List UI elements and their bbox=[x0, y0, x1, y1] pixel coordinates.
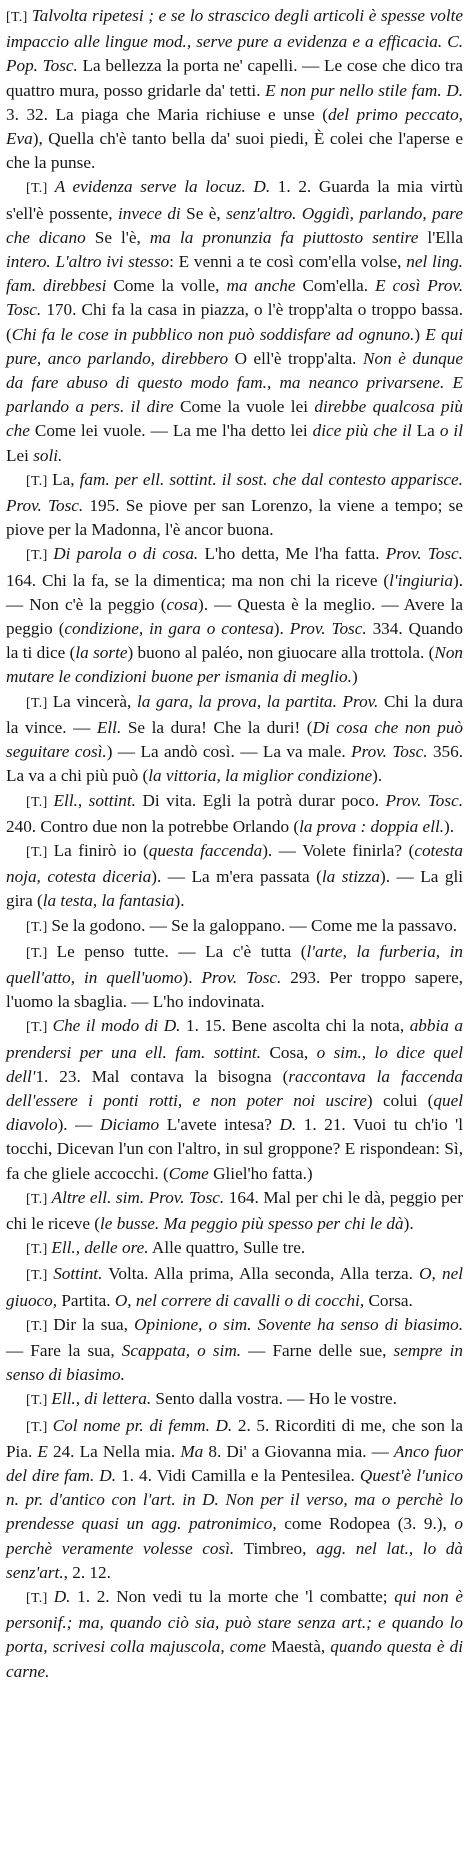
body-text: ). bbox=[444, 816, 455, 836]
entry-paragraph bbox=[6, 1313, 463, 1388]
italic-text: D. bbox=[53, 1587, 71, 1606]
body-text: Volta. Alla prima, Alla seconda, Alla terza. bbox=[102, 1264, 420, 1284]
italic-text: senz'altro. Oggidì, parlando, pare che dicano bbox=[6, 203, 463, 247]
body-text: — Farne delle sue, bbox=[241, 1340, 394, 1360]
italic-text: Col nome pr. di femm. D. bbox=[52, 1415, 233, 1435]
italic-text: nel ling. fam. direbbesi bbox=[6, 252, 463, 296]
italic-text: o il bbox=[439, 421, 463, 441]
body-text: ). bbox=[372, 766, 383, 786]
body-text: La bbox=[411, 421, 440, 441]
section-tag: [T.] bbox=[26, 1318, 54, 1334]
body-text: 24. La Nella mia. bbox=[47, 1441, 181, 1461]
body-text: ) bbox=[414, 324, 426, 344]
body-text: Timbreo, bbox=[234, 1538, 317, 1558]
italic-text: O, nel giuoco, bbox=[6, 1264, 463, 1310]
section-tag: [T.] bbox=[26, 695, 53, 711]
body-text: Maestà, bbox=[266, 1637, 331, 1657]
body-text: Dir la sua, bbox=[53, 1314, 135, 1334]
italic-text: Talvolta ripetesi ; e se lo strascico degli articoli è spesse volte impaccio alle lingue mod., serve pure a evidenza e a efficacia. C. Pop. Tosc. bbox=[6, 6, 463, 76]
body-text: Alle quattro, Sulle tre. bbox=[148, 1238, 306, 1258]
italic-text: Scappata, o sim. bbox=[121, 1340, 242, 1360]
body-text: 164. Chi la fa, se la dimentica; ma non chi la riceve ( bbox=[6, 570, 390, 590]
section-tag: [T.] bbox=[26, 181, 55, 197]
italic-text: Diciamo bbox=[99, 1115, 160, 1135]
italic-text: la prova : doppia ell. bbox=[299, 816, 445, 836]
entry-paragraph bbox=[6, 1014, 463, 1185]
italic-text: o perchè veramente volesse così. bbox=[6, 1514, 464, 1558]
body-text: ) buono al paléo, non giuocare alla trottola. ( bbox=[127, 643, 435, 663]
italic-text: E non pur nello stile fam. D. bbox=[265, 80, 463, 100]
entry-paragraph bbox=[6, 468, 463, 543]
body-text: Corsa. bbox=[364, 1290, 413, 1310]
body-text: Come lei vuole. — La me l'ha detto lei bbox=[29, 421, 313, 441]
dictionary-page bbox=[6, 4, 463, 1684]
italic-text: Di cosa che non può seguitare così. bbox=[6, 717, 464, 762]
body-text: 2. 5. Ricorditi di me, che son la Pia. bbox=[6, 1415, 463, 1461]
italic-text: del primo peccato, Eva bbox=[6, 104, 463, 149]
section-tag: [T.] bbox=[6, 10, 32, 25]
section-tag: [T.] bbox=[26, 794, 54, 810]
italic-text: Di parola o di cosa. bbox=[53, 544, 199, 564]
section-tag: [T.] bbox=[26, 1020, 53, 1036]
italic-text: direbbe qualcosa più che bbox=[6, 397, 464, 441]
body-text: 240. Contro due non la potrebbe Orlando ( bbox=[6, 816, 300, 836]
italic-text: questa faccenda bbox=[148, 840, 263, 860]
body-text: Se la godono. — Se la galoppano. — Come me la passavo. bbox=[51, 915, 458, 935]
section-tag: [T.] bbox=[26, 1591, 54, 1606]
entry-paragraph bbox=[6, 839, 463, 914]
entry-paragraph bbox=[6, 1186, 463, 1236]
italic-text: l'ingiuria bbox=[389, 570, 453, 590]
italic-text: intero. L'altro ivi stesso bbox=[6, 252, 170, 272]
body-text: Di vita. Egli la potrà durar poco. bbox=[135, 790, 386, 810]
italic-text: invece di bbox=[118, 203, 181, 223]
italic-text: Ell. bbox=[96, 717, 122, 737]
body-text: Gliel'ho fatta.) bbox=[208, 1163, 313, 1183]
body-text: 356. La va a chi più può ( bbox=[6, 742, 464, 786]
entry-paragraph bbox=[6, 1387, 463, 1413]
italic-text: cosa bbox=[166, 594, 198, 614]
italic-text: Come bbox=[168, 1163, 209, 1183]
italic-text: Ell., sottint. bbox=[53, 790, 136, 810]
italic-text: Prov. Tosc. bbox=[385, 790, 464, 810]
body-text: L'avete intesa? bbox=[159, 1115, 280, 1135]
body-text: ). — bbox=[57, 1115, 100, 1135]
italic-text: Che il modo di D. bbox=[52, 1016, 181, 1036]
section-tag: [T.] bbox=[26, 548, 54, 564]
italic-text: Chi fa le cose in pubblico non può soddisfare ad ognuno. bbox=[11, 324, 415, 344]
italic-text: Prov. Tosc. bbox=[385, 544, 463, 564]
body-text: Se l'è, bbox=[85, 227, 150, 247]
italic-text: Non è dunque da fare abuso di questo modo fam., ma neanco privarsene. E parlando a pers. il dire bbox=[6, 348, 463, 417]
italic-text: Anco fuor del dire fam. D. bbox=[6, 1441, 463, 1485]
italic-text: abbia a prendersi per una ell. fam. sottint. bbox=[6, 1016, 464, 1062]
italic-text: o sim., lo dice quel dell' bbox=[6, 1042, 464, 1086]
body-text: Le penso tutte. — La c'è tutta ( bbox=[56, 941, 307, 961]
italic-text: Non mutare le condizioni buone per ismania di meglio. bbox=[6, 643, 464, 687]
italic-text: D. bbox=[279, 1115, 297, 1135]
body-text: Come la volle, bbox=[106, 276, 227, 296]
body-text: 8. Di' a Giovanna mia. — bbox=[203, 1441, 394, 1461]
body-text: ). bbox=[174, 891, 185, 911]
italic-text: Quest'è l'unico n. pr. d'antico con l'art. in D. Non per il verso, ma o perchè lo prendesse quasi un agg. patronimico, bbox=[6, 1465, 464, 1534]
italic-text: sempre in senso di biasimo. bbox=[6, 1340, 463, 1385]
body-text: l'Ella bbox=[418, 227, 463, 247]
entry-paragraph bbox=[6, 4, 463, 175]
body-text: ). — Questa è la meglio. — Avere la peggio ( bbox=[6, 594, 463, 639]
italic-text: Prov. Tosc. bbox=[201, 967, 282, 987]
body-text: ). — La gli gira ( bbox=[6, 867, 463, 911]
body-text: — Fare la sua, bbox=[6, 1340, 122, 1360]
italic-text: condizione, in gara o contesa bbox=[64, 619, 274, 639]
body-text: 164. Mal per chi le dà, peggio per chi le riceve ( bbox=[6, 1187, 464, 1233]
italic-text: la sorte bbox=[75, 643, 128, 663]
body-text: ) — La andò così. — La va male. bbox=[106, 742, 352, 762]
body-text: L'ho detta, Me l'ha fatta. bbox=[198, 544, 386, 564]
italic-text: A evidenza serve la locuz. D. bbox=[54, 177, 271, 197]
italic-text: soli. bbox=[33, 445, 63, 465]
italic-text: Prov. Tosc. bbox=[351, 742, 428, 762]
italic-text: Opinione, o sim. Sovente ha senso di biasimo. bbox=[134, 1314, 464, 1334]
section-tag: [T.] bbox=[26, 919, 52, 935]
italic-text: E così Prov. Tosc. bbox=[6, 276, 463, 320]
body-text: : E venni a te così com'ella volse, bbox=[169, 252, 407, 272]
italic-text: Altre ell. sim. Prov. Tosc. bbox=[51, 1187, 225, 1207]
body-text: 1. 4. Vidi Camilla e la Pentesilea. bbox=[116, 1465, 360, 1485]
italic-text: quando questa è di carne. bbox=[6, 1637, 463, 1681]
body-text: Se è, bbox=[180, 203, 227, 223]
body-text: Chi la dura la vince. — bbox=[6, 691, 464, 737]
body-text: ), Quella ch'è tanto bella da' suoi piedi, È colei che l'aperse e che la punse. bbox=[6, 129, 463, 173]
italic-text: E bbox=[37, 1441, 48, 1461]
body-text: 170. Chi fa la casa in piazza, o l'è tropp'alta o troppo bassa. ( bbox=[6, 300, 463, 344]
entry-paragraph bbox=[6, 940, 463, 1015]
body-text: ). — Volete finirla? ( bbox=[262, 840, 415, 860]
body-text: ). bbox=[182, 967, 202, 987]
body-text: Cosa, bbox=[261, 1042, 317, 1062]
body-text: La bellezza la porta ne' capelli. — Le cose che dico tra quattro mura, posso gridarle da' tetti. bbox=[6, 56, 464, 100]
body-text: 1. 23. Mal contava la bisogna ( bbox=[35, 1066, 289, 1086]
body-text: ). bbox=[403, 1213, 414, 1233]
body-text: 334. Quando la ti dice ( bbox=[6, 619, 463, 663]
italic-text: E qui pure, anco parlando, direbbero bbox=[6, 324, 463, 368]
section-tag: [T.] bbox=[26, 1419, 53, 1435]
section-tag: [T.] bbox=[26, 1242, 52, 1258]
body-text: La, bbox=[52, 469, 80, 489]
italic-text: Ell., delle ore. bbox=[51, 1238, 149, 1258]
entry-paragraph bbox=[6, 690, 463, 789]
body-text: 1. 2. Guarda la mia virtù s'ell'è possente, bbox=[6, 177, 463, 223]
italic-text: ma anche bbox=[226, 276, 296, 296]
body-text: ). — Non c'è la peggio ( bbox=[6, 570, 463, 614]
italic-text: dice più che il bbox=[312, 421, 412, 441]
italic-text: la stizza bbox=[321, 867, 380, 887]
body-text: La finirò io ( bbox=[53, 840, 149, 860]
entry-paragraph bbox=[6, 914, 463, 940]
body-text: 1. 21. Vuoi tu ch'io 'l tocchi, Dicevan l'un con l'altro, in sul groppone? E rispondean: Sì, fa che gliele accocchi. ( bbox=[6, 1115, 463, 1183]
section-tag: [T.] bbox=[26, 1191, 52, 1207]
body-text: Se la dura! Che la duri! ( bbox=[121, 717, 313, 737]
body-text: La vincerà, bbox=[52, 691, 137, 711]
body-text: ) bbox=[351, 667, 358, 687]
body-text: 195. Se piove per san Lorenzo, la viene a tempo; se piove per la Madonna, l'è ancor buona. bbox=[6, 496, 463, 540]
italic-text: fam. per ell. sottint. il sost. che dal contesto apparisce. Prov. Tosc. bbox=[6, 469, 463, 516]
italic-text: Sottint. bbox=[53, 1264, 103, 1284]
section-tag: [T.] bbox=[26, 945, 57, 961]
italic-text: cotesta noja, cotesta diceria bbox=[6, 840, 463, 887]
italic-text: qui non è personif.; ma, quando ciò sia, può stare senza art.; e quando lo porta, scrivesi colla majuscola, come bbox=[6, 1587, 464, 1657]
body-text: 293. Per troppo sapere, l'uomo la sbaglia. — L'ho indovinata. bbox=[6, 967, 463, 1012]
entry-paragraph bbox=[6, 1262, 463, 1312]
italic-text: la vittoria, la miglior condizione bbox=[148, 766, 373, 786]
body-text: 1. 2. Non vedi tu la morte che 'l combatte; bbox=[70, 1587, 395, 1606]
italic-text: Ell., di lettera. bbox=[51, 1389, 152, 1409]
entry-paragraph bbox=[6, 1414, 463, 1585]
italic-text: l'arte, la furberia, in quell'atto, in quell'uomo bbox=[6, 941, 464, 987]
body-text: , 2. 12. bbox=[63, 1562, 111, 1582]
body-text: ) colui ( bbox=[366, 1090, 434, 1110]
body-text: 1. 15. Bene ascolta chi la nota, bbox=[180, 1016, 410, 1036]
section-tag: [T.] bbox=[26, 1268, 54, 1284]
section-tag: [T.] bbox=[26, 473, 53, 489]
body-text: 3. 32. La piaga che Maria richiuse e unse ( bbox=[6, 104, 329, 124]
body-text: Come la vuole lei bbox=[173, 397, 315, 417]
body-text: ). — La m'era passata ( bbox=[151, 867, 322, 887]
body-text: Com'ella. bbox=[295, 276, 376, 296]
section-tag: [T.] bbox=[26, 844, 54, 860]
italic-text: quel diavolo bbox=[6, 1090, 463, 1135]
italic-text: Prov. Tosc. bbox=[289, 619, 367, 639]
italic-text: Ma bbox=[180, 1441, 204, 1461]
body-text: Lei bbox=[6, 445, 34, 465]
body-text: O ell'è tropp'alta. bbox=[228, 348, 364, 368]
italic-text: le busse. Ma peggio più spesso per chi le dà bbox=[100, 1213, 404, 1233]
italic-text: la gara, la prova, la partita. Prov. bbox=[136, 691, 379, 711]
italic-text: raccontava la faccenda dell'essere i ponti rotti, e non poter noi uscire bbox=[6, 1066, 463, 1110]
section-tag: [T.] bbox=[26, 1393, 52, 1409]
entry-paragraph bbox=[6, 175, 463, 467]
italic-text: agg. nel lat., lo dà senz'art. bbox=[6, 1538, 463, 1582]
entry-paragraph bbox=[6, 1585, 463, 1684]
italic-text: la testa, la fantasia bbox=[42, 891, 175, 911]
entry-paragraph bbox=[6, 542, 463, 689]
italic-text: O, nel correre di cavalli o di cocchi, bbox=[114, 1290, 365, 1310]
body-text: Sento dalla vostra. — Ho le vostre. bbox=[151, 1389, 397, 1409]
entry-paragraph bbox=[6, 789, 463, 839]
body-text: Partita. bbox=[57, 1290, 115, 1310]
body-text: ). bbox=[273, 619, 290, 639]
body-text: come Rodopea (3. 9.), bbox=[276, 1514, 455, 1534]
entry-paragraph bbox=[6, 1236, 463, 1262]
italic-text: ma la pronunzia fa piuttosto sentire bbox=[149, 227, 419, 247]
